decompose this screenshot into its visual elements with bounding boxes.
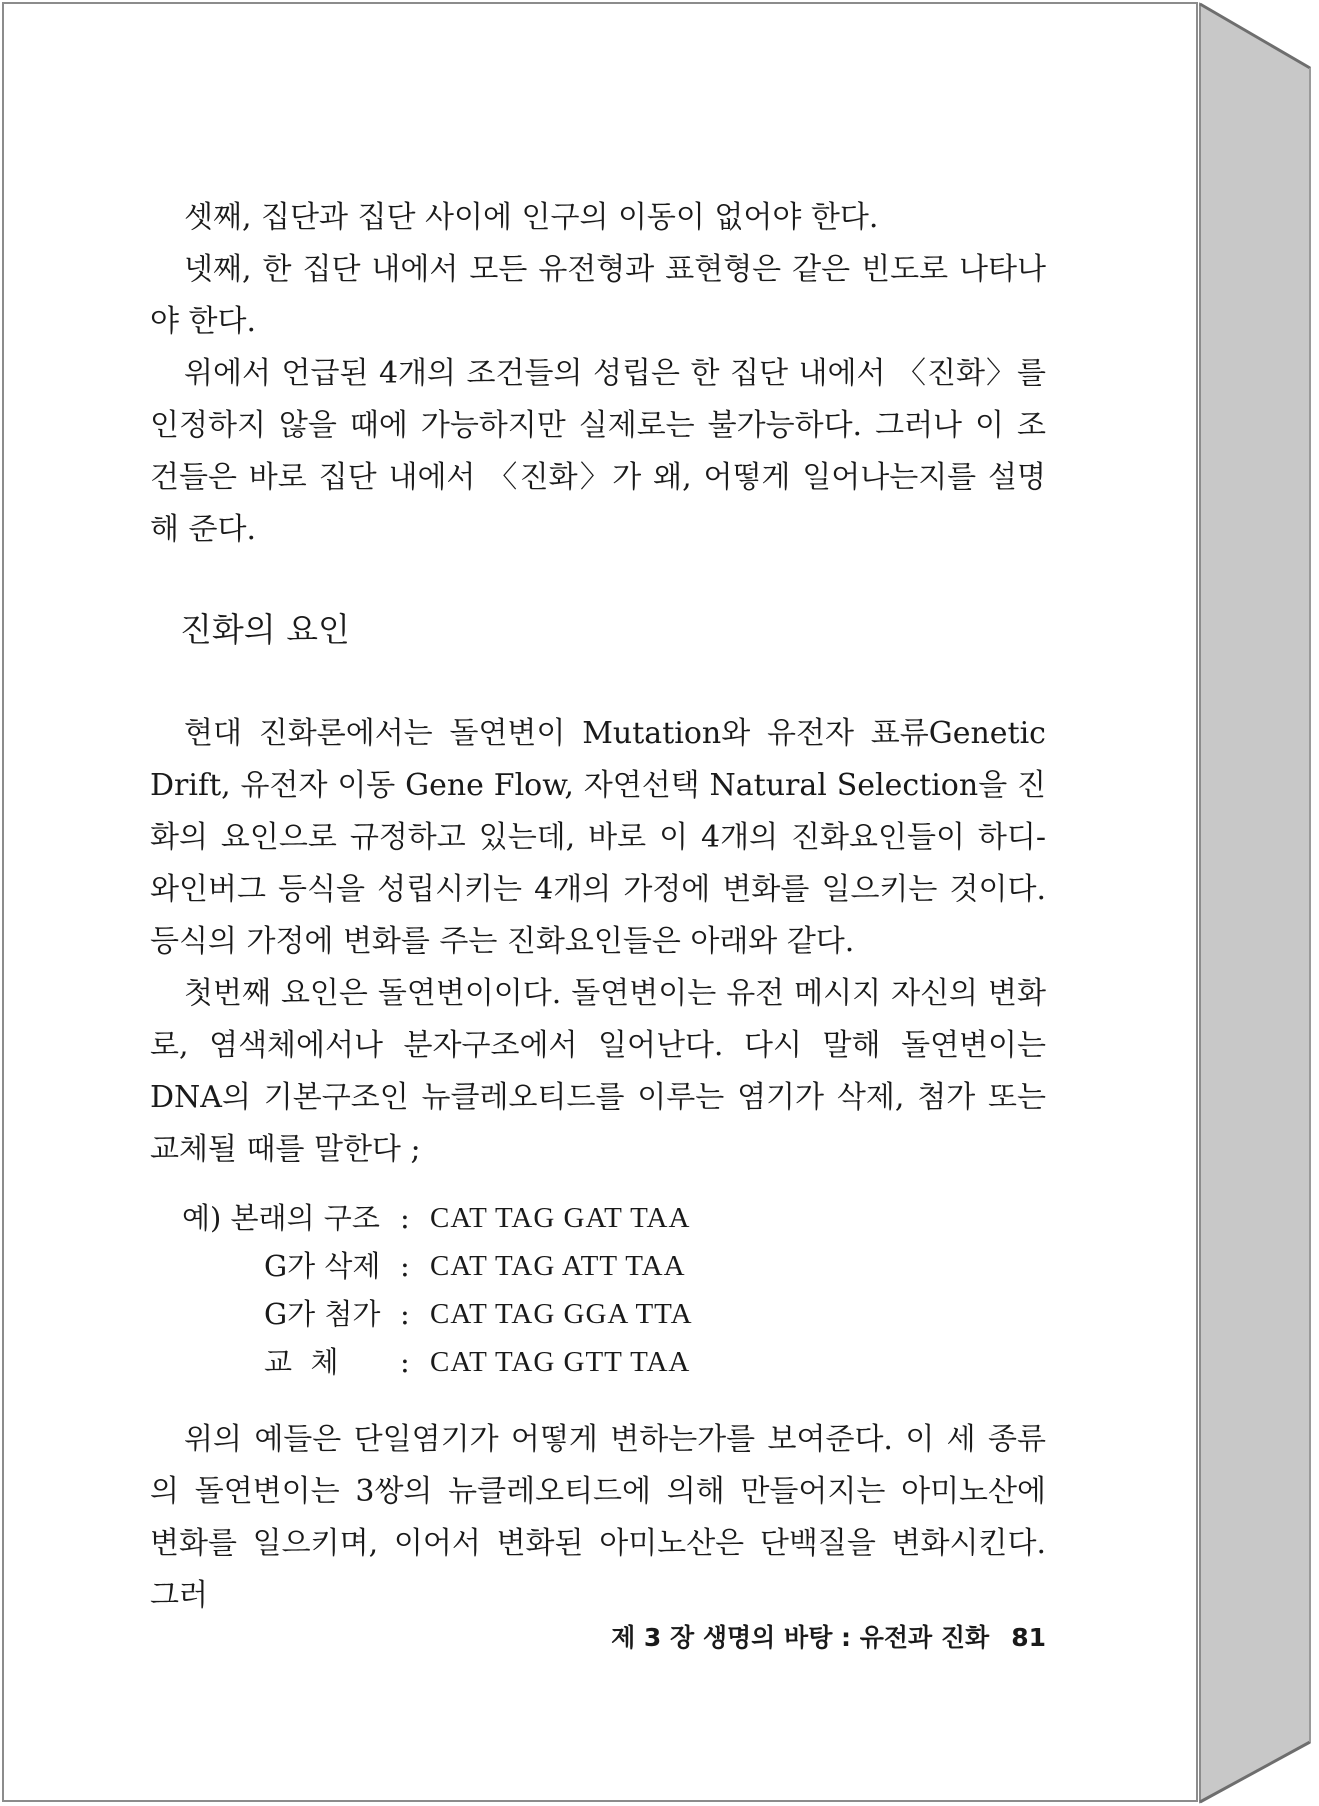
example-row bbox=[182, 1194, 693, 1242]
paragraph-evolution-factors: 현대 진화론에서는 돌연변이 Mutation와 유전자 표류Genetic Drift, 유전자 이동 Gene Flow, 자연선택 Natural Selection을 진화의 요인으로 규정하고 있는데, 바로 이 4개의 진화요인들이 하디-와인버그 등식을 성립시키는 4개의 가정에 변화를 일으키는 것이다. 등식의 가정에 변화를 주는 진화요인들은 아래와 같다. bbox=[150, 716, 1046, 959]
top-paragraphs bbox=[150, 192, 1046, 556]
middle-paragraphs bbox=[150, 708, 1046, 1176]
paragraph-third-condition: 셋째, 집단과 집단 사이에 인구의 이동이 없어야 한다. bbox=[184, 200, 879, 235]
example-sequence: CAT TAG GGA TTA bbox=[430, 1298, 693, 1330]
page-number: 81 bbox=[1011, 1623, 1046, 1652]
example-row bbox=[182, 1338, 693, 1386]
bottom-paragraph bbox=[150, 1414, 1046, 1622]
example-label: G가 첨가 bbox=[264, 1297, 381, 1331]
example-label: 예) 본래의 구조 bbox=[182, 1201, 380, 1235]
example-sequence: CAT TAG GAT TAA bbox=[430, 1202, 691, 1234]
page-footer bbox=[600, 1618, 1046, 1654]
paragraph-examples-explanation: 위의 예들은 단일염기가 어떻게 변하는가를 보여준다. 이 세 종류의 돌연변이는 3쌍의 뉴클레오티드에 의해 만들어지는 아미노산에 변화를 일으키며, 이어서 변화된 아미노산은 단백질을 변화시킨다. 그러 bbox=[150, 1422, 1046, 1613]
running-chapter-title: 제 3 장 생명의 바탕 : 유전과 진화 bbox=[611, 1623, 990, 1652]
mutation-examples bbox=[182, 1194, 693, 1386]
book-page-edge bbox=[1198, 2, 1317, 1804]
section-heading: 진화의 요인 bbox=[180, 610, 350, 649]
example-label: 교 체 bbox=[264, 1345, 339, 1379]
example-colon: : bbox=[400, 1201, 410, 1235]
example-sequence: CAT TAG ATT TAA bbox=[430, 1250, 686, 1282]
example-row bbox=[182, 1290, 693, 1338]
example-row bbox=[182, 1242, 693, 1290]
example-colon: : bbox=[400, 1249, 410, 1283]
example-colon: : bbox=[400, 1297, 410, 1331]
example-colon: : bbox=[400, 1345, 410, 1379]
example-label: G가 삭제 bbox=[264, 1249, 381, 1283]
paragraph-fourth-condition: 넷째, 한 집단 내에서 모든 유전형과 표현형은 같은 빈도로 나타나야 한다. bbox=[150, 252, 1046, 339]
example-sequence: CAT TAG GTT TAA bbox=[430, 1346, 691, 1378]
paragraph-mutation: 첫번째 요인은 돌연변이이다. 돌연변이는 유전 메시지 자신의 변화로, 염색체에서나 분자구조에서 일어난다. 다시 말해 돌연변이는 DNA의 기본구조인 뉴클레오티드를 이루는 염기가 삭제, 첨가 또는 교체될 때를 말한다 ; bbox=[150, 976, 1046, 1167]
paragraph-conditions-summary: 위에서 언급된 4개의 조건들의 성립은 한 집단 내에서 〈진화〉를 인정하지 않을 때에 가능하지만 실제로는 불가능하다. 그러나 이 조건들은 바로 집단 내에서 〈진화〉가 왜, 어떻게 일어나는지를 설명해 준다. bbox=[150, 356, 1046, 547]
